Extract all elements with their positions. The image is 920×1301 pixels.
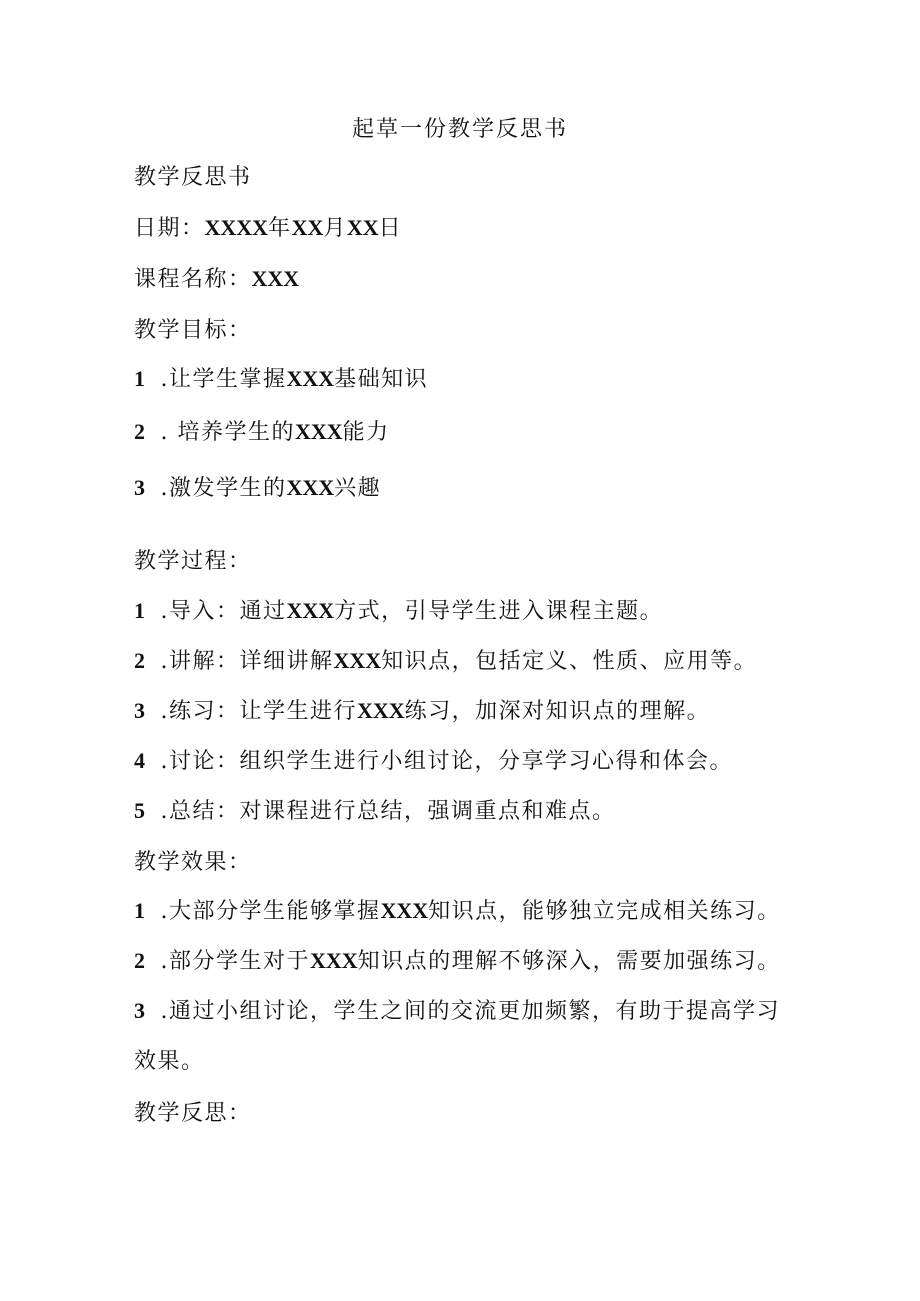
section-heading: 教学反思书 [134,165,252,190]
item-text: 知识点的理解不够深入，需要加强练习。 [357,949,781,974]
item-text: .让学生掌握 [160,367,287,392]
process-item [134,594,663,625]
process-item [134,644,757,675]
course-line [134,262,299,293]
list-number: 1 [134,898,147,923]
date-month: XX [291,215,324,240]
goal-item [134,415,390,446]
process-item [134,694,710,725]
effect-item-continuation: 效果。 [134,1049,205,1074]
goal-item [134,471,381,502]
item-text: 知识点，能够独立完成相关练习。 [428,899,781,924]
placeholder-xxx: XXX [380,898,429,923]
placeholder-xxx: XXX [357,698,405,723]
list-number: 3 [134,475,147,500]
date-day: XX [346,215,379,240]
item-text: .总结：对课程进行总结，强调重点和难点。 [160,799,616,824]
date-year-unit: 年 [268,216,292,241]
item-text: 知识点，包括定义、性质、应用等。 [381,649,758,674]
placeholder-xxx: XXX [286,366,335,391]
list-number: 1 [134,366,147,391]
date-label: 日期： [134,216,205,241]
course-value: XXX [251,266,300,291]
item-text: 兴趣 [334,476,382,501]
placeholder-xxx: XXX [286,598,335,623]
date-day-unit: 日 [378,216,403,241]
effect-item [134,894,781,925]
item-text: .部分学生对于 [160,949,310,974]
list-number: 4 [134,748,147,773]
item-text: 能力 [342,420,390,445]
process-item [134,794,616,825]
placeholder-xxx: XXX [295,419,343,444]
date-line [134,211,402,242]
list-number: 2 [134,648,147,673]
item-text: .练习：让学生进行 [160,699,357,724]
effect-label: 教学效果： [134,850,252,875]
effect-item [134,944,781,975]
process-item [134,744,733,775]
list-number: 2 [134,419,147,444]
list-number: 1 [134,598,147,623]
item-text: .导入：通过 [160,599,287,624]
process-label: 教学过程： [134,549,252,574]
item-text: .讨论：组织学生进行小组讨论，分享学习心得和体会。 [160,749,733,774]
item-text: 基础知识 [334,367,429,392]
item-text: . 培养学生的 [160,420,295,445]
item-text: .讲解：详细讲解 [160,649,334,674]
effect-item [134,994,780,1025]
reflection-label: 教学反思： [134,1101,252,1126]
placeholder-xxx: XXX [286,475,335,500]
placeholder-xxx: XXX [310,948,358,973]
course-label: 课程名称： [134,267,252,292]
item-text: 方式，引导学生进入课程主题。 [334,599,664,624]
goal-item [134,362,428,393]
item-text: .大部分学生能够掌握 [160,899,381,924]
list-number: 5 [134,798,147,823]
list-number: 2 [134,948,147,973]
item-text: 练习，加深对知识点的理解。 [404,699,711,724]
item-text: .激发学生的 [160,476,287,501]
date-year: XXXX [204,215,269,240]
date-month-unit: 月 [323,216,347,241]
list-number: 3 [134,998,147,1023]
document-title: 起草一份教学反思书 [351,117,568,142]
list-number: 3 [134,698,147,723]
placeholder-xxx: XXX [333,648,382,673]
item-text: .通过小组讨论，学生之间的交流更加频繁，有助于提高学习 [160,999,780,1024]
goals-label: 教学目标： [134,318,252,343]
